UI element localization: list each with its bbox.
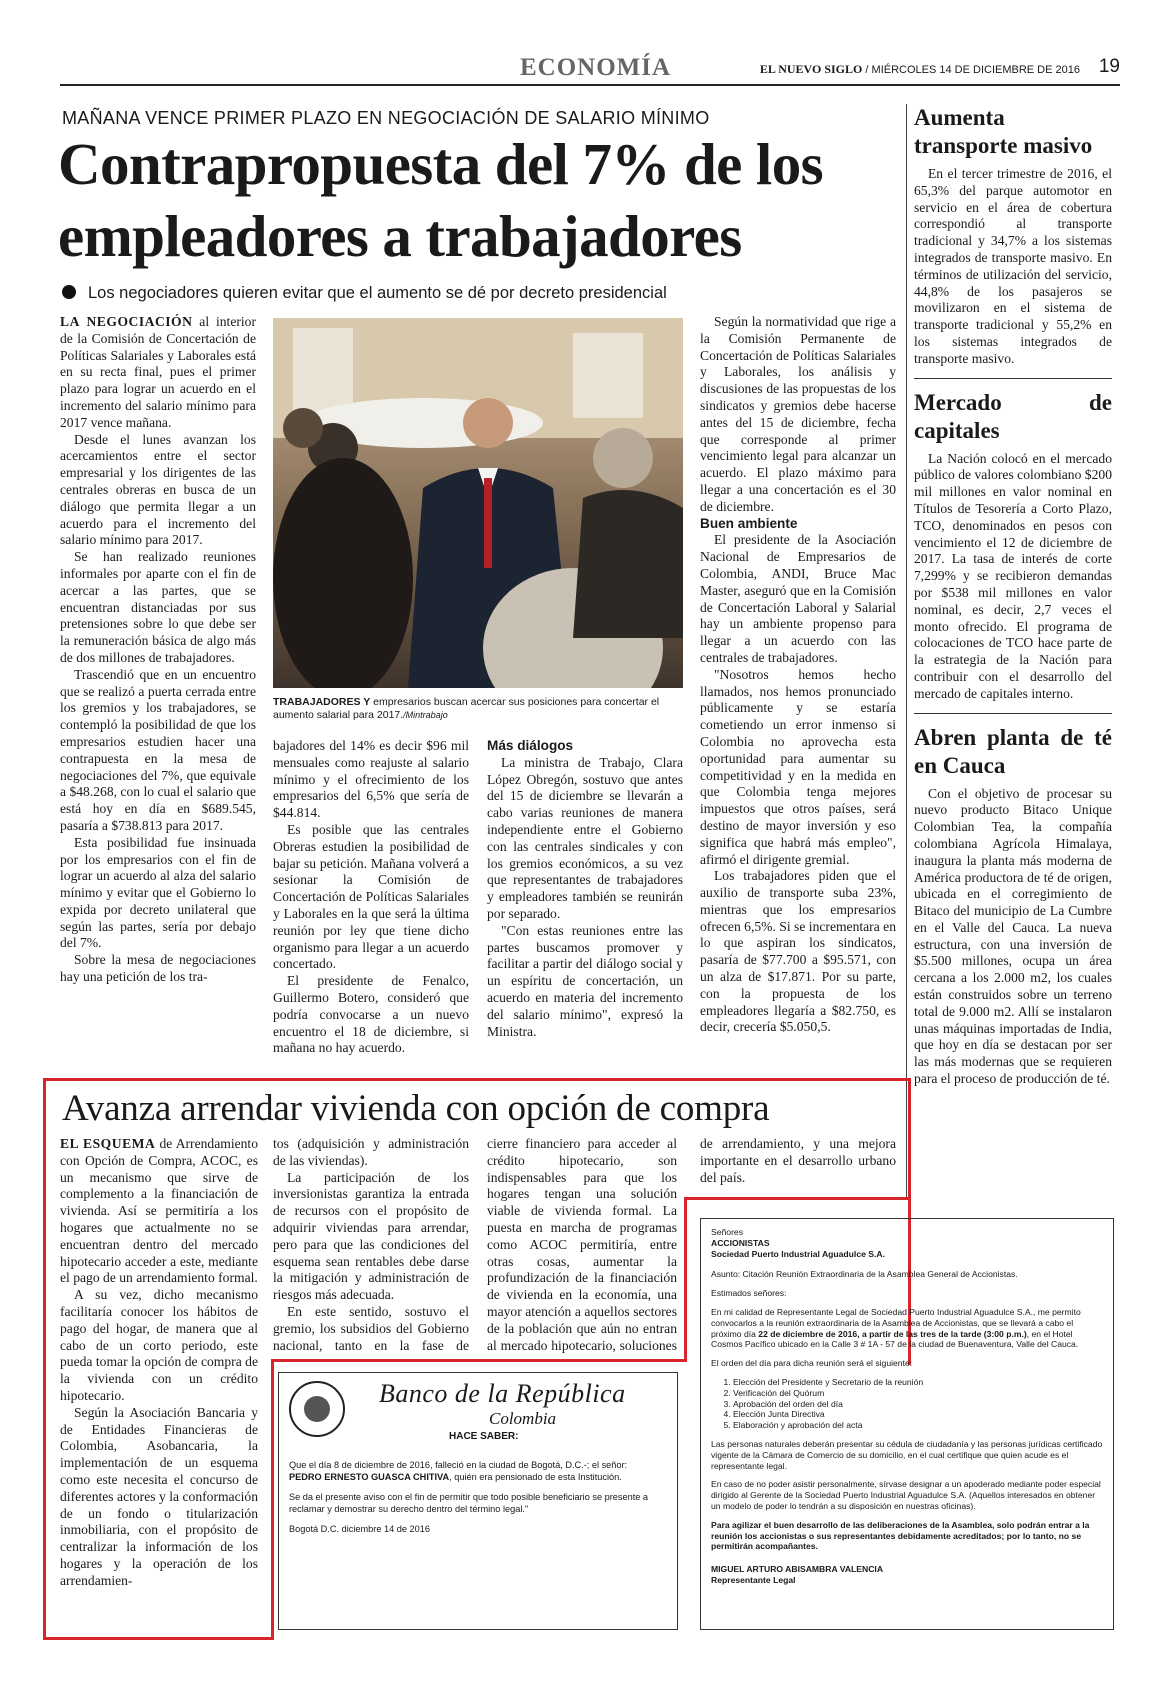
subheading: Más diálogos: [487, 738, 574, 753]
bank-notice-body: [289, 1459, 659, 1543]
notice-addressee: [711, 1227, 1105, 1259]
shareholder-notice: [700, 1218, 1114, 1630]
bullet-icon: [62, 285, 76, 299]
housing-column-1: [60, 1136, 258, 1630]
paragraph: Sobre la mesa de negociaciones hay una petición de los tra-: [60, 952, 256, 985]
housing-frame-left-down: [43, 1359, 46, 1640]
notice-paragraph: Las personas naturales deberán presentar su cédula de ciudadanía y las personas jurídicas certificado vigente de la Cámara de Comercio de su domicilio, en el cual certifique que quien acude es el representante legal.: [711, 1438, 1103, 1471]
agenda-item: 1. Elección del Presidente y Secretario de la reunión: [733, 1377, 1105, 1388]
to-line-2: Sociedad Puerto Industrial Aguadulce S.A.: [711, 1248, 885, 1259]
page-number: 19: [1098, 56, 1120, 77]
paragraph: El presidente de Fenalco, Guillermo Botero, consideró que podría convocarse a un nuevo encuentro el 18 de diciembre, si mañana no hay acuerdo.: [273, 973, 469, 1056]
main-column-3: [487, 738, 683, 1064]
paragraph: Según la normatividad que rige a la Comisión Permanente de Concertación de Políticas Salariales y Laborales, los análisis y discusiones de las propuestas de los sindicatos y gremios debe hacerse antes del 15 de diciembre, fecha que corresponde al primer vencimiento legal para alcanzar un acuerdo. El plazo máximo para llegar a una concertación es el 30 de diciembre.: [700, 314, 896, 514]
paragraph: "Con estas reuniones entre las partes buscamos promover y facilitar a partir del diálogo social y un espíritu de concertación, un acuerdo en materia del incremento del salario mínimo", expresó la Ministra.: [487, 922, 683, 1039]
lead-in: EL ESQUEMA: [60, 1136, 156, 1151]
seal-text: BANCO DE LA REPÚBLICA · COLOMBIA: [292, 1441, 346, 1451]
sidebar-title-2: Mercado de capitales: [914, 389, 1112, 443]
page-header: [60, 56, 1120, 86]
sidebar-title-3: Abren planta de té en Cauca: [914, 724, 1112, 778]
shareholder-notice-body: [711, 1227, 1105, 1594]
main-deck: [62, 284, 667, 303]
photo-caption: [273, 696, 683, 722]
sidebar-title-1: Aumenta transporte masivo: [914, 105, 1093, 158]
paragraph: "Nosotros hemos hecho llamados, nos hemos pronunciado públicamente y se estaría cometiendo un error inmenso si Colombia no aprovecha esta oportunidad para aumentar su competitividad y en la medida en que Colombia tenga mejores impuestos que otros países, será destino de mayor inversión y eso significa que habrá más empleo", afirmó el dirigente gremial.: [700, 666, 896, 867]
paragraph: bajadores del 14% es decir $96 mil mensuales como reajuste al salario mínimo y el ofrecimiento de los empresarios del 6,5% que sería de $44.814.: [273, 738, 469, 821]
senores: Señores: [711, 1227, 744, 1237]
section-label: ECONOMÍA: [520, 54, 672, 81]
housing-frame-mid-down: [271, 1359, 274, 1640]
paragraph: El presidente de la Asociación Nacional de Empresarios de Colombia, ANDI, Bruce Mac Master, aseguró que en la Comisión de Concertación Laboral y Salarial hay un ambiente propenso para llegar a un acuerdo con las centrales de trabajadores.: [700, 532, 896, 665]
header-meta: EL NUEVO SIGLO / MIÉRCOLES 14 DE DICIEMBRE DE 2016: [759, 62, 1080, 76]
notice-paragraph: En mi calidad de Representante Legal de Sociedad Puerto Industrial Aguadulce S.A., me permito convocarlos a la reunión extraordinaria de la Asamblea de Accionistas, que se llevará a cabo el próximo día 22 de diciembre de 2016, a partir de las tres de la tarde (3:00 p.m.), en el Hotel Cosmos Pacífico ubicado en la Calle 3 # 1A - 57 de la ciudad de Buenaventura, Valle del Cauca.: [711, 1306, 1081, 1350]
notice-greeting: Estimados señores:: [711, 1288, 787, 1299]
bank-seal: [289, 1381, 346, 1451]
notice-subject: Asunto: Citación Reunión Extraordinaria de la Asamblea General de Accionistas.: [711, 1269, 1018, 1280]
hace-saber: HACE SABER:: [449, 1431, 519, 1442]
main-column-4: [700, 314, 896, 1064]
paragraph: Esta posibilidad fue insinuada por los empresarios con el fin de lograr un acuerdo al alza del salario mínimo y evitar que el Gobierno lo expida por decreto unilateral que según las partes, sería por debajo del 7%.: [60, 834, 256, 951]
photo-illustration: [273, 318, 683, 688]
sidebar-body-3: Con el objetivo de procesar su nuevo producto Bitaco Unique Colombian Tea, la compañía colombiana Agrícola Himalaya, inaugura la planta más moderna de América productora de té de origen, ubicada en el corregimiento de Bitaco del municipio de La Cumbre en el Valle del Cauca. La nueva estructura, con una inversión de $5.500 millones, ocupa un área cercana a los 2.000 m2, los cuales están construidos sobre un terreno total de 9.000 m2. Allí se instalaron unas máquinas importadas de India, que hoy en día se destacan por ser las más modernas que se requieren para el proceso de producción de té.: [914, 785, 1112, 1087]
paragraph: Trascendió que en un encuentro que se realizó a puerta cerrada entre los gremios y los trabajadores, se contempló la posibilidad de que los empresarios estudien hacer una contrapuesta en la mesa de negociaciones del 7%, que equivale a $48.268, con lo cual el salario que está hoy en día en $689.545, pasaría a $738.813 para 2017.: [60, 666, 256, 833]
issue-date: MIÉRCOLES 14 DE DICIEMBRE DE 2016: [871, 64, 1080, 76]
notice-paragraph: Para agilizar el buen desarrollo de las deliberaciones de la Asamblea, solo podrán entrar a la reunión los accionistas o sus representantes debidamente acreditados; por lo tanto, no se permitirán acompañantes.: [711, 1519, 1090, 1552]
sidebar-body-2: La Nación colocó en el mercado público de valores colombiano $200 mil millones en valor nominal en Títulos de Tesorería a Corto Plazo, TCO, denominados en pesos con vencimiento el 12 de diciembre de 2017. La tasa de interés de corte 7,299% y se recibieron demandas por $538 mil millones en valor nominal, es decir, 2,7 veces el monto ofrecido. El programa de colocaciones de TCO hace parte de la estrategia de la Nación para contribuir con el desarrollo del mercado de capitales interno.: [914, 450, 1112, 701]
signer-role: Representante Legal: [711, 1574, 796, 1585]
sidebar-divider: [914, 378, 1112, 379]
housing-headline: Avanza arrendar vivienda con opción de compra: [62, 1088, 770, 1129]
column-divider: [906, 104, 907, 1204]
paragraph: Es posible que las centrales Obreras estudien la posibilidad de bajar su petición. Mañana volverá a sesionar la Comisión de Concertación de Políticas Salariales y Laborales en la que será la última reunión por ley que tiene dicho organismo para llegar a un acuerdo concertado.: [273, 821, 469, 972]
bank-notice: [278, 1372, 678, 1630]
to-line-1: ACCIONISTAS: [711, 1237, 770, 1248]
main-photo: [273, 318, 683, 688]
paragraph: cierre financiero para acceder al crédito hipotecario, son indispensables para que los hogares tengan una solución viable de vivienda formal. La puesta en marcha de programas como ACOC permitiría, entre otras cosas, aumentar la profundización de la financiación de vivienda en la economía, una mayor atención a aquellos sectores de la población que aún no entran al mercado hipotecario, soluciones: [487, 1136, 677, 1353]
main-column-1: [60, 314, 256, 1064]
sidebar: [914, 104, 1112, 1214]
photo-credit: /Mintrabajo: [403, 710, 448, 720]
paragraph: La ministra de Trabajo, Clara López Obregón, sostuvo que antes del 15 de diciembre se llevarán a cabo varias reuniones de manera independiente entre el Gobierno con las centrales sindicales y con los gremios económicos, a su vez que representantes de trabajadores y empleadores también se reunirán por separado.: [487, 754, 683, 921]
deck-text: Los negociadores quieren evitar que el aumento se dé por decreto presidencial: [88, 284, 667, 302]
deceased-name: PEDRO ERNESTO GUASCA CHITIVA: [289, 1472, 450, 1482]
agenda-item: 5. Elaboración y aprobación del acta: [733, 1420, 1105, 1431]
paragraph: Según la Asociación Bancaria y de Entidades Financieras de Colombia, Asobancaria, la implementación de un esquema como este necesita el concurso de diferentes actores y la conformación de un fondo o titularización inmobiliaria, con el propósito de centralizar la información de los hogares y la operación de los arrendamien-: [60, 1404, 258, 1588]
paper-name: EL NUEVO SIGLO: [759, 62, 863, 76]
seal-face-icon: [304, 1396, 330, 1422]
sidebar-divider: [914, 713, 1112, 714]
signer-name: MIGUEL ARTURO ABISAMBRA VALENCIA: [711, 1564, 884, 1575]
paragraph: A su vez, dicho mecanismo facilitaría conocer los hábitos de pago del hogar, de manera que al cabo de un corto periodo, este pueda tomar la opción de compra de la vivienda con un crédito hipotecario.: [60, 1287, 258, 1403]
caption-text: empresarios buscan acercar sus posiciones para concertar el aumento salarial para 2017.: [273, 696, 660, 721]
main-headline-2: empleadores a trabajadores: [58, 203, 742, 269]
bank-paragraph: Que el día 8 de diciembre de 2016, falleció en la ciudad de Bogotá, D.C.-; el señor: PEDRO ERNESTO GUASCA CHITIVA, quién era pensionado de esta Institución.: [289, 1460, 628, 1482]
lead-in: LA NEGOCIACIÓN: [60, 314, 193, 329]
main-kicker: MAÑANA VENCE PRIMER PLAZO EN NEGOCIACIÓN DE SALARIO MÍNIMO: [62, 108, 710, 128]
main-column-2: [273, 738, 469, 1064]
main-headline-1: Contrapropuesta del 7% de los: [58, 131, 823, 197]
notice-paragraph: En caso de no poder asistir personalmente, sírvase designar a un apoderado mediante poder especial dirigido al Gerente de la Sociedad Puerto Industrial Aguadulce S.A. (Aquellos interesados en obtener un modelo de poder lo tendrán a su disposición en nuestras oficinas).: [711, 1479, 1101, 1511]
housing-frame-right-step: [687, 1197, 908, 1200]
paragraph: Desde el lunes avanzan los acercamientos entre el sector empresarial y los dirigentes de las centrales obreras en busca de un diálogo que permita llegar a un acuerdo para el incremento del salario mínimo para 2017.: [60, 431, 256, 548]
housing-frame-right-step-down: [684, 1197, 687, 1362]
paragraph: tos (adquisición y administración de las viviendas).: [273, 1136, 469, 1168]
paragraph: EL ESQUEMA de Arrendamiento con Opción de Compra, ACOC, es un mecanismo que sirve de complemento a la financiación de vivienda. Así se permitiría a los hogares que actualmente no se encuentran dentro del mercado hipotecario acceder a este, mediante el pago de un arrendamiento formal.: [60, 1136, 258, 1286]
agenda-intro: El orden del día para dicha reunión será el siguiente:: [711, 1358, 913, 1369]
bank-footer: Bogotá D.C. diciembre 14 de 2016: [289, 1524, 430, 1534]
bank-name: Banco de la República: [379, 1379, 626, 1408]
paragraph: LA NEGOCIACIÓN al interior de la Comisión de Concertación de Políticas Salariales y Laborales está en su recta final, pues el primer plazo para lograr un acuerdo en el incremento del salario mínimo para 2017 vence mañana.: [60, 314, 256, 430]
subheading: Buen ambiente: [700, 515, 798, 531]
paragraph: En este sentido, sostuvo el gremio, los subsidios del Gobierno nacional, tanto en la fase de: [273, 1303, 469, 1353]
agenda-list: [711, 1377, 1105, 1431]
agenda-item: 4. Elección Junta Directiva: [733, 1409, 1105, 1420]
housing-column-2: [273, 1136, 469, 1354]
housing-column-3: [487, 1136, 677, 1354]
bank-country: Colombia: [489, 1409, 557, 1428]
paragraph: Los trabajadores piden que el auxilio de transporte suba 23%, mientras que los empresarios ofrecen 6,5%. Si se incrementara en lo que aspiran los sindicatos, pasaría de $77.700 a $95.571, con un alza de $17.871. Por su parte, con la propuesta de los empleadores llegaría a $82.750, es decir, crecería $5.050,5.: [700, 868, 896, 1035]
agenda-item: 3. Aprobación del orden del día: [733, 1399, 1105, 1410]
paragraph: Se han realizado reuniones informales por aparte con el fin de acercar a las partes, que se encuentran distanciadas por sus pretensiones sobre lo que debe ser la remuneración básica de algo más de dos millones de trabajadores.: [60, 549, 256, 665]
sidebar-body-1: En el tercer trimestre de 2016, el 65,3% del parque automotor en servicio en el área de cobertura correspondió al transporte tradicional y 34,7% a los sistemas integrados de transporte masivo. En términos de utilización del servicio, 44,8% de los pasajeros se movilizaron en el sistema de transporte tradicional y 55,2% en los sistemas integrados de transporte masivo.: [914, 166, 1112, 366]
housing-frame-bottom-left: [43, 1637, 274, 1640]
notice-signature: [711, 1564, 1105, 1586]
paragraph: de arrendamiento, y una mejora importante en el desarrollo urbano del país.: [700, 1136, 896, 1185]
caption-lead: TRABAJADORES Y: [273, 696, 371, 708]
paragraph: La participación de los inversionistas garantiza la entrada de recursos con el propósito de adquirir viviendas para arrendar, pero para que las condiciones del esquema sean rentables debe darse la mitigación y administración de riesgos más adecuada.: [273, 1169, 469, 1303]
housing-column-4: [700, 1136, 896, 1196]
bank-paragraph: Se da el presente aviso con el fin de permitir que todo posible beneficiario se presente a reclamar y demostrar su derecho dentro del término legal.": [289, 1492, 649, 1514]
agenda-item: 2. Verificación del Quórum: [733, 1388, 1105, 1399]
